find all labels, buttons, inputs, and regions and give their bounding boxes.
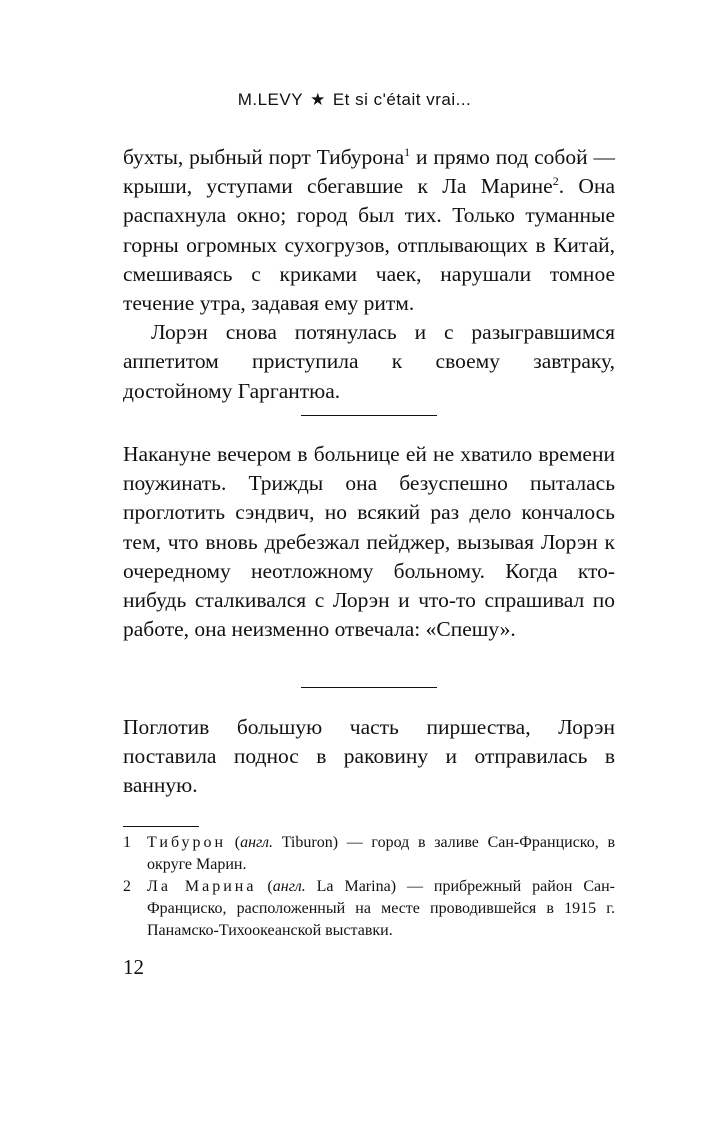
footnote-term: Тибурон [147,834,227,851]
footnote-2: 2 Ла Марина (англ. La Marina) — прибрежный район Сан-Франциско, расположенный на месте проводившейся в 1915 г. Панамско-Тихоокеанской выставки. [123,876,615,942]
footnote-term: Ла Марина [147,878,257,895]
section-divider-1 [301,415,437,416]
footnote-rule [123,826,199,827]
footnote-lang: англ. [240,834,274,851]
footnote-1: 1 Тибурон (англ. Tiburon) — город в заливе Сан-Франциско, в округе Марин. [123,832,615,876]
footnote-original: La Marina [316,878,391,895]
running-head [0,90,709,110]
text-block-2 [123,440,615,644]
text-block-1 [123,143,615,406]
paragraph-2: Лорэн снова потянулась и с разыгравшимся аппетитом приступила к своему завтраку, достойному Гаргантюа. [123,320,615,403]
star-icon: ★ [310,90,326,109]
section-divider-2 [301,687,437,688]
footnote-number: 1 [123,834,131,851]
footnote-number: 2 [123,878,131,895]
text-block-3 [123,713,615,801]
paragraph-3: Накануне вечером в больнице ей не хватило времени поужинать. Трижды она безуспешно пыталась проглотить сэндвич, но всякий раз дело кончалось тем, что вновь дребезжал пейджер, вызывая Лорэн к очередному неотложному больному. Когда кто-нибудь сталкивался с Лорэн и что-то спрашивал по работе, она неизменно отвечала: «Спешу». [123,442,615,642]
footnote-ref-1: 1 [404,144,411,159]
footnotes [123,832,615,942]
footnote-text: ) — прибрежный район Сан-Франциско, расположенный на месте проводившейся в 1915 г. Панамско-Тихоокеанской выставки. [147,878,616,939]
footnote-ref-2: 2 [552,174,559,189]
header-author: M.LEVY [237,90,304,109]
header-title: Et si c'était vrai... [332,90,472,109]
paragraph-4: Поглотив большую часть пиршества, Лорэн поставила поднос в раковину и отправилась в ванную. [123,715,615,798]
footnote-original: Tiburon [281,834,333,851]
footnote-text: ) — город в заливе Сан-Франциско, в округе Марин. [147,834,616,873]
paragraph-1: бухты, рыбный порт Тибурона$^1$ и прямо под собой — крыши, уступами сбегавшие к Ла Марине$^2$. Она распахнула окно; город был тих. Только туманные горны огромных сухогрузов, отплывающих в Китай, смешиваясь с криками чаек, нарушали томное течение утра, задавая ему ритм. [123,144,616,316]
footnote-lang: англ. [272,878,306,895]
page-number: 12 [123,955,144,979]
